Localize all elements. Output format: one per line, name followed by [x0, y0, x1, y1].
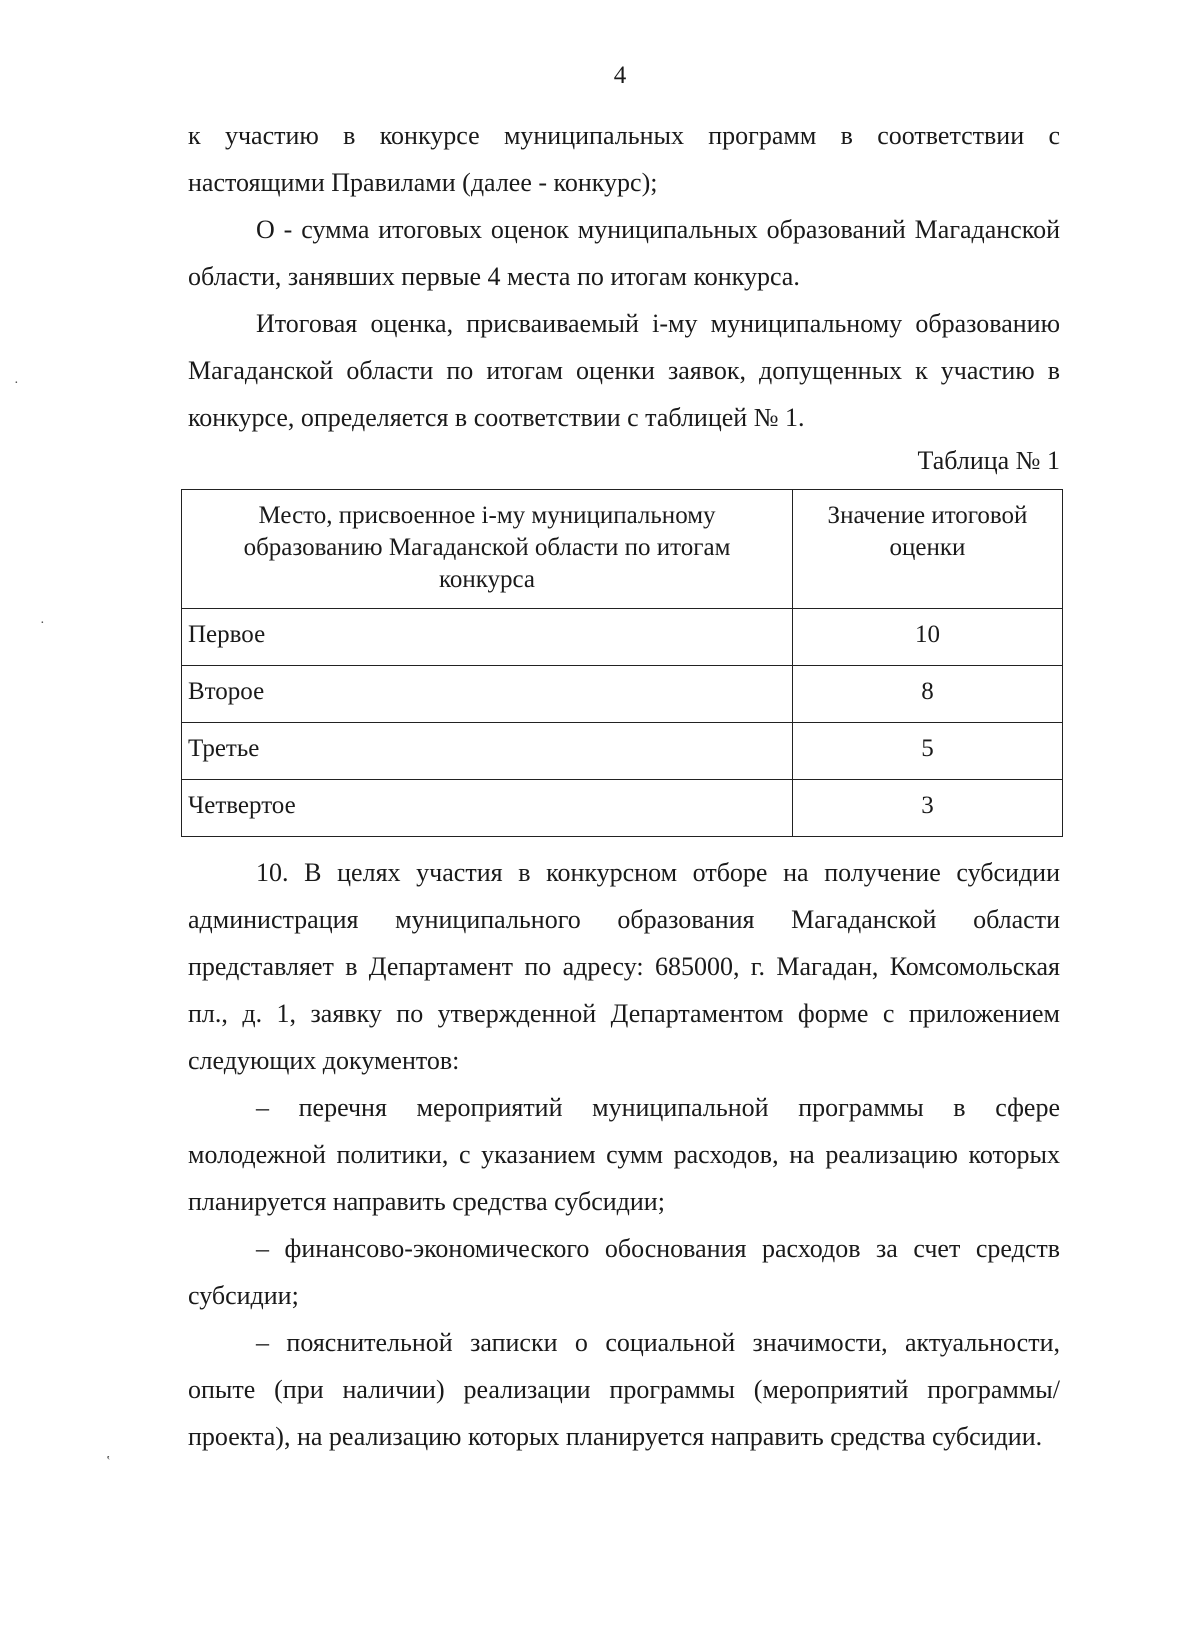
score-cell: 10: [793, 609, 1063, 666]
list-item: – финансово-экономического обоснования расходов за счет средств субсидии;: [188, 1234, 1060, 1310]
list-item: – пояснительной записки о социальной значимости, актуальности, опыте (при наличии) реализации программы (мероприятий программы/проекта), на реализацию которых планируется направить средства субсидии.: [188, 1328, 1060, 1451]
table-row: [182, 780, 1063, 837]
score-cell: 8: [793, 666, 1063, 723]
place-cell: Третье: [182, 723, 793, 780]
document-body: [188, 112, 1060, 1460]
scan-speck: ‛: [106, 1454, 111, 1469]
score-table: [181, 489, 1063, 837]
column-header-place: Место, присвоенное i-му муниципальному образованию Магаданской области по итогам конкурса: [182, 490, 793, 609]
paragraph: к участию в конкурсе муниципальных программ в соответствии с настоящими Правилами (далее - конкурс);: [188, 121, 1060, 197]
page-number: 4: [613, 62, 627, 89]
table-header-row: [182, 490, 1063, 609]
column-header-score: Значение итоговой оценки: [793, 490, 1063, 609]
table-row: [182, 723, 1063, 780]
table-caption: Таблица № 1: [917, 446, 1060, 475]
score-cell: 3: [793, 780, 1063, 837]
list-item: – перечня мероприятий муниципальной программы в сфере молодежной политики, с указанием сумм расходов, на реализацию которых планируется направить средства субсидии;: [188, 1093, 1060, 1216]
score-cell: 5: [793, 723, 1063, 780]
table-row: [182, 609, 1063, 666]
table-row: [182, 666, 1063, 723]
section-10: [188, 849, 1060, 1460]
scan-speck: ·: [40, 616, 45, 631]
place-cell: Второе: [182, 666, 793, 723]
paragraph: 10. В целях участия в конкурсном отборе на получение субсидии администрация муниципального образования Магаданской области представляет в Департамент по адресу: 685000, г. Магадан, Комсомольская пл., д. 1, заявку по утвержденной Департаментом форме с приложением следующих документов:: [188, 858, 1060, 1075]
paragraph: О - сумма итоговых оценок муниципальных образований Магаданской области, занявших первые 4 места по итогам конкурса.: [188, 215, 1060, 291]
scan-speck: ·: [14, 376, 19, 391]
place-cell: Первое: [182, 609, 793, 666]
place-cell: Четвертое: [182, 780, 793, 837]
paragraph: Итоговая оценка, присваиваемый i-му муниципальному образованию Магаданской области по итогам оценки заявок, допущенных к участию в конкурсе, определяется в соответствии с таблицей № 1.: [188, 309, 1060, 432]
